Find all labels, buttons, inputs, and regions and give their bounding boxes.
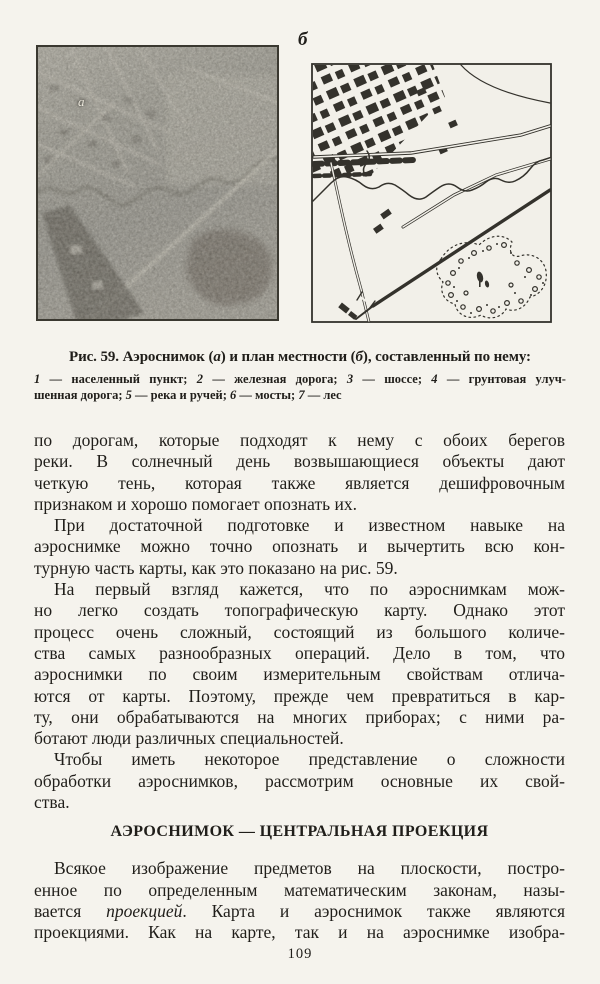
body-text <box>34 430 565 944</box>
text-line: но легко создать топографическую карту. Однако этот <box>34 600 565 621</box>
text-line: признаком и хорошо помогает опознать их. <box>34 493 357 514</box>
text-line: Чтобы иметь некоторое представление о сложности <box>54 749 565 770</box>
section-heading: АЭРОСНИМОК — ЦЕНТРАЛЬНАЯ ПРОЕКЦИЯ <box>110 823 489 841</box>
figure-legend <box>34 372 566 403</box>
map-figure <box>311 63 552 323</box>
paragraph <box>34 858 565 943</box>
text-line: При достаточной подготовке и известном навыке на <box>54 515 565 536</box>
figure-caption <box>34 347 566 403</box>
text-line: процесс очень сложный, состоящий из большого количе- <box>34 621 565 642</box>
text-line: турную часть карты, как это показано на рис. 59. <box>34 557 398 578</box>
paragraphs-top <box>34 430 565 813</box>
legend-line: шенная дорога; 5 — река и ручей; 6 — мосты; 7 — лес <box>34 387 342 402</box>
figure-caption-title: Рис. 59. Аэроснимок (а) и план местности (б), составленный по нему: <box>69 349 531 365</box>
text-line: ботают люди различных специальностей. <box>34 728 344 749</box>
page-number: 109 <box>287 946 313 962</box>
text-line: по дорогам, которые подходят к нему с обоих берегов <box>34 430 565 450</box>
text-line: вается проекцией. Карта и аэроснимок также являются <box>34 900 566 921</box>
text-line: Всякое изображение предметов на плоскости, постро- <box>54 858 565 879</box>
paragraphs-bottom <box>34 858 565 943</box>
paragraph <box>34 430 565 515</box>
paragraph <box>34 515 565 579</box>
text-line: аэроснимки по своим измерительным свойствам отлича- <box>34 664 565 685</box>
text-line: аэроснимке можно точно опознать и вычертить всю кон- <box>34 536 565 557</box>
text-line: обработки аэроснимков, рассмотрим основные их свой- <box>34 770 565 791</box>
map-label-b: б <box>298 29 308 50</box>
text-line: ства. <box>34 792 70 813</box>
text-line: ства самых разнообразных операций. Дело в том, что <box>34 642 565 663</box>
text-line: ту, они обрабатываются на многих приборах; с ними ра- <box>34 706 565 727</box>
text-line: енное по определенным математическим законам, назы- <box>34 879 565 900</box>
legend-line: 1 — населенный пункт; 2 — железная дорога; 3 — шоссе; 4 — грунтовая улуч- <box>34 372 566 386</box>
aerial-photo-image <box>36 45 279 321</box>
aerial-photo-figure <box>36 45 279 321</box>
text-line: На первый взгляд кажется, что по аэроснимкам мож- <box>54 579 565 600</box>
map-image <box>311 63 552 323</box>
text-line: четкую тень, которая также является дешифровочным <box>34 472 565 493</box>
photo-label-a: а <box>78 94 85 109</box>
text-line: ются от карты. Поэтому, прежде чем превратиться в кар- <box>34 685 565 706</box>
paragraph <box>34 579 565 749</box>
text-line: реки. В солнечный день возвышающиеся объекты дают <box>34 451 565 472</box>
paragraph <box>34 749 565 813</box>
text-line: проекциями. Как на карте, так и на аэроснимке изобра- <box>34 922 565 943</box>
